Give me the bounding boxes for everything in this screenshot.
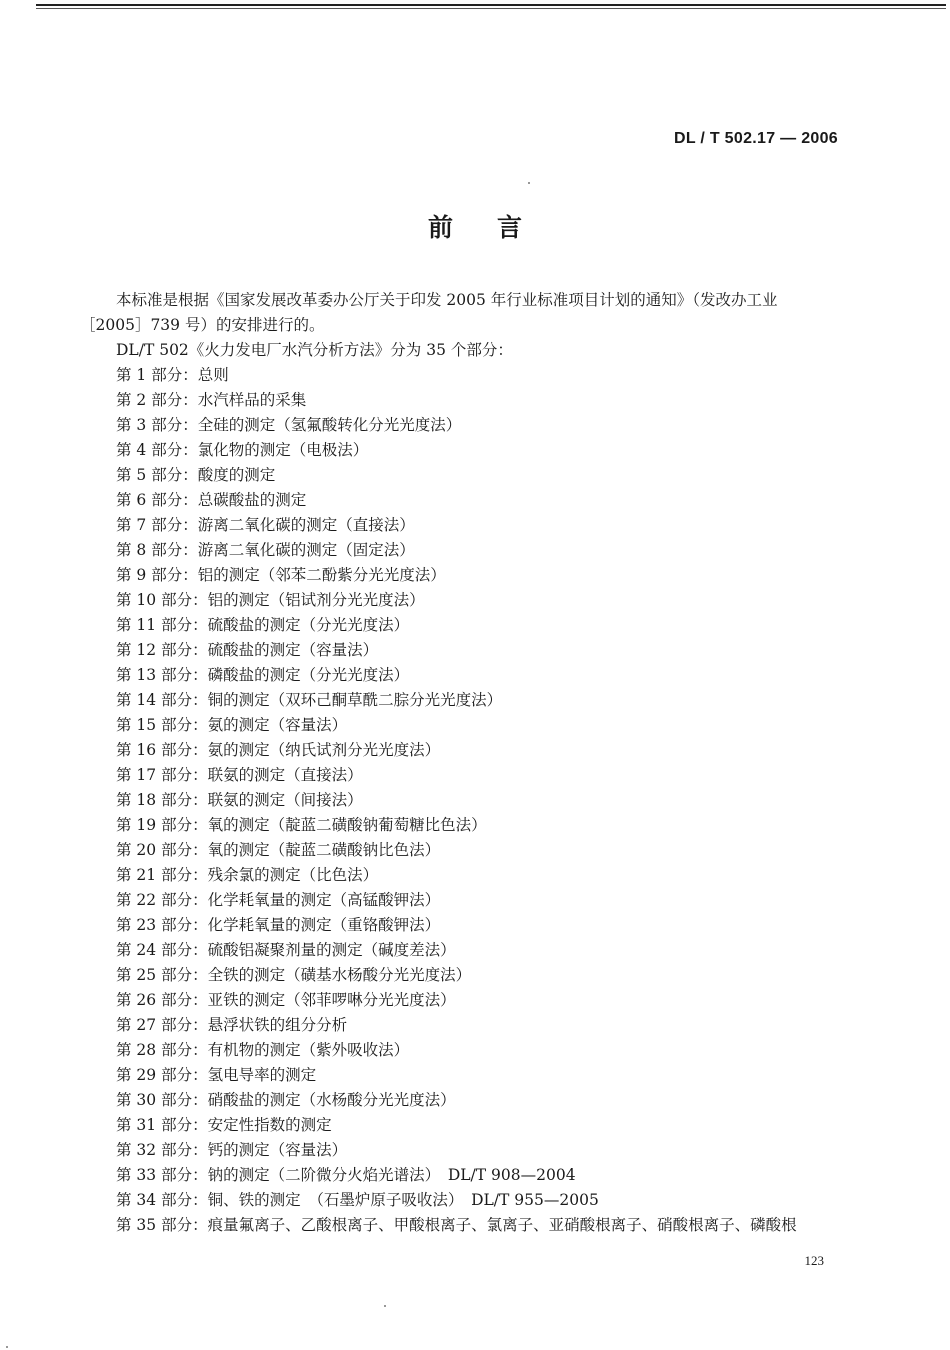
list-item: 第 14 部分：铜的测定（双环己酮草酰二腙分光光度法） bbox=[116, 691, 503, 709]
list-item: 第 20 部分：氧的测定（靛蓝二磺酸钠比色法） bbox=[116, 841, 441, 859]
list-item: 第 30 部分：硝酸盐的测定（水杨酸分光光度法） bbox=[116, 1091, 456, 1109]
list-item: 第 1 部分：总则 bbox=[116, 366, 229, 384]
list-item: 第 25 部分：全铁的测定（磺基水杨酸分光光度法） bbox=[116, 966, 472, 984]
list-item: 第 3 部分：全硅的测定（氢氟酸转化分光光度法） bbox=[116, 416, 462, 434]
list-item: 第 9 部分：铝的测定（邻苯二酚紫分光光度法） bbox=[116, 566, 446, 584]
list-item: 第 11 部分：硫酸盐的测定（分光光度法） bbox=[116, 616, 410, 634]
intro-paragraph: 本标准是根据《国家发展改革委办公厅关于印发 2005 年行业标准项目计划的通知》（发改办工业［2005］739 号）的安排进行的。 bbox=[80, 291, 778, 334]
list-item: 第 8 部分：游离二氧化碳的测定（固定法） bbox=[116, 541, 415, 559]
list-item: 第 19 部分：氧的测定（靛蓝二磺酸钠葡萄糖比色法） bbox=[116, 816, 487, 834]
list-item: 第 7 部分：游离二氧化碳的测定（直接法） bbox=[116, 516, 415, 534]
list-item: 第 24 部分：硫酸铝凝聚剂量的测定（碱度差法） bbox=[116, 941, 456, 959]
list-item: 第 12 部分：硫酸盐的测定（容量法） bbox=[116, 641, 379, 659]
list-item: 第 13 部分：磷酸盐的测定（分光光度法） bbox=[116, 666, 410, 684]
parts-list bbox=[116, 363, 797, 1238]
list-item: 第 34 部分：铜、铁的测定 （石墨炉原子吸收法） DL/T 955—2005 bbox=[116, 1191, 599, 1209]
standard-code: DL / T 502.17 — 2006 bbox=[673, 130, 838, 147]
list-item: 第 15 部分：氨的测定（容量法） bbox=[116, 716, 348, 734]
list-item: 第 16 部分：氨的测定（纳氏试剂分光光度法） bbox=[116, 741, 441, 759]
list-item: 第 18 部分：联氨的测定（间接法） bbox=[116, 791, 363, 809]
list-item: 第 22 部分：化学耗氧量的测定（高锰酸钾法） bbox=[116, 891, 441, 909]
list-item: 第 32 部分：钙的测定（容量法） bbox=[116, 1141, 348, 1159]
list-item: 第 33 部分：钠的测定（二阶微分火焰光谱法） DL/T 908—2004 bbox=[116, 1166, 576, 1184]
list-item: 第 27 部分：悬浮状铁的组分分析 bbox=[116, 1016, 348, 1034]
scan-speck bbox=[528, 182, 530, 184]
scan-speck bbox=[384, 1305, 386, 1307]
parts-intro-paragraph: DL/T 502《火力发电厂水汽分析方法》分为 35 个部分： bbox=[116, 341, 513, 359]
scan-speck bbox=[6, 1346, 8, 1348]
top-rule-thin bbox=[36, 8, 946, 9]
list-item: 第 35 部分：痕量氟离子、乙酸根离子、甲酸根离子、氯离子、亚硝酸根离子、硝酸根离子、磷酸根 bbox=[116, 1216, 797, 1234]
list-item: 第 31 部分：安定性指数的测定 bbox=[116, 1116, 332, 1134]
list-item: 第 10 部分：铝的测定（铝试剂分光光度法） bbox=[116, 591, 425, 609]
page-title: 前言 bbox=[427, 213, 566, 242]
list-item: 第 17 部分：联氨的测定（直接法） bbox=[116, 766, 363, 784]
list-item: 第 26 部分：亚铁的测定（邻菲啰啉分光光度法） bbox=[116, 991, 456, 1009]
list-item: 第 21 部分：残余氯的测定（比色法） bbox=[116, 866, 379, 884]
list-item: 第 4 部分：氯化物的测定（电极法） bbox=[116, 441, 369, 459]
top-rule bbox=[36, 4, 946, 6]
list-item: 第 2 部分：水汽样品的采集 bbox=[116, 391, 307, 409]
list-item: 第 29 部分：氢电导率的测定 bbox=[116, 1066, 317, 1084]
list-item: 第 23 部分：化学耗氧量的测定（重铬酸钾法） bbox=[116, 916, 441, 934]
list-item: 第 6 部分：总碳酸盐的测定 bbox=[116, 491, 307, 509]
list-item: 第 5 部分：酸度的测定 bbox=[116, 466, 276, 484]
list-item: 第 28 部分：有机物的测定（紫外吸收法） bbox=[116, 1041, 410, 1059]
page-number: 123 bbox=[804, 1253, 824, 1268]
